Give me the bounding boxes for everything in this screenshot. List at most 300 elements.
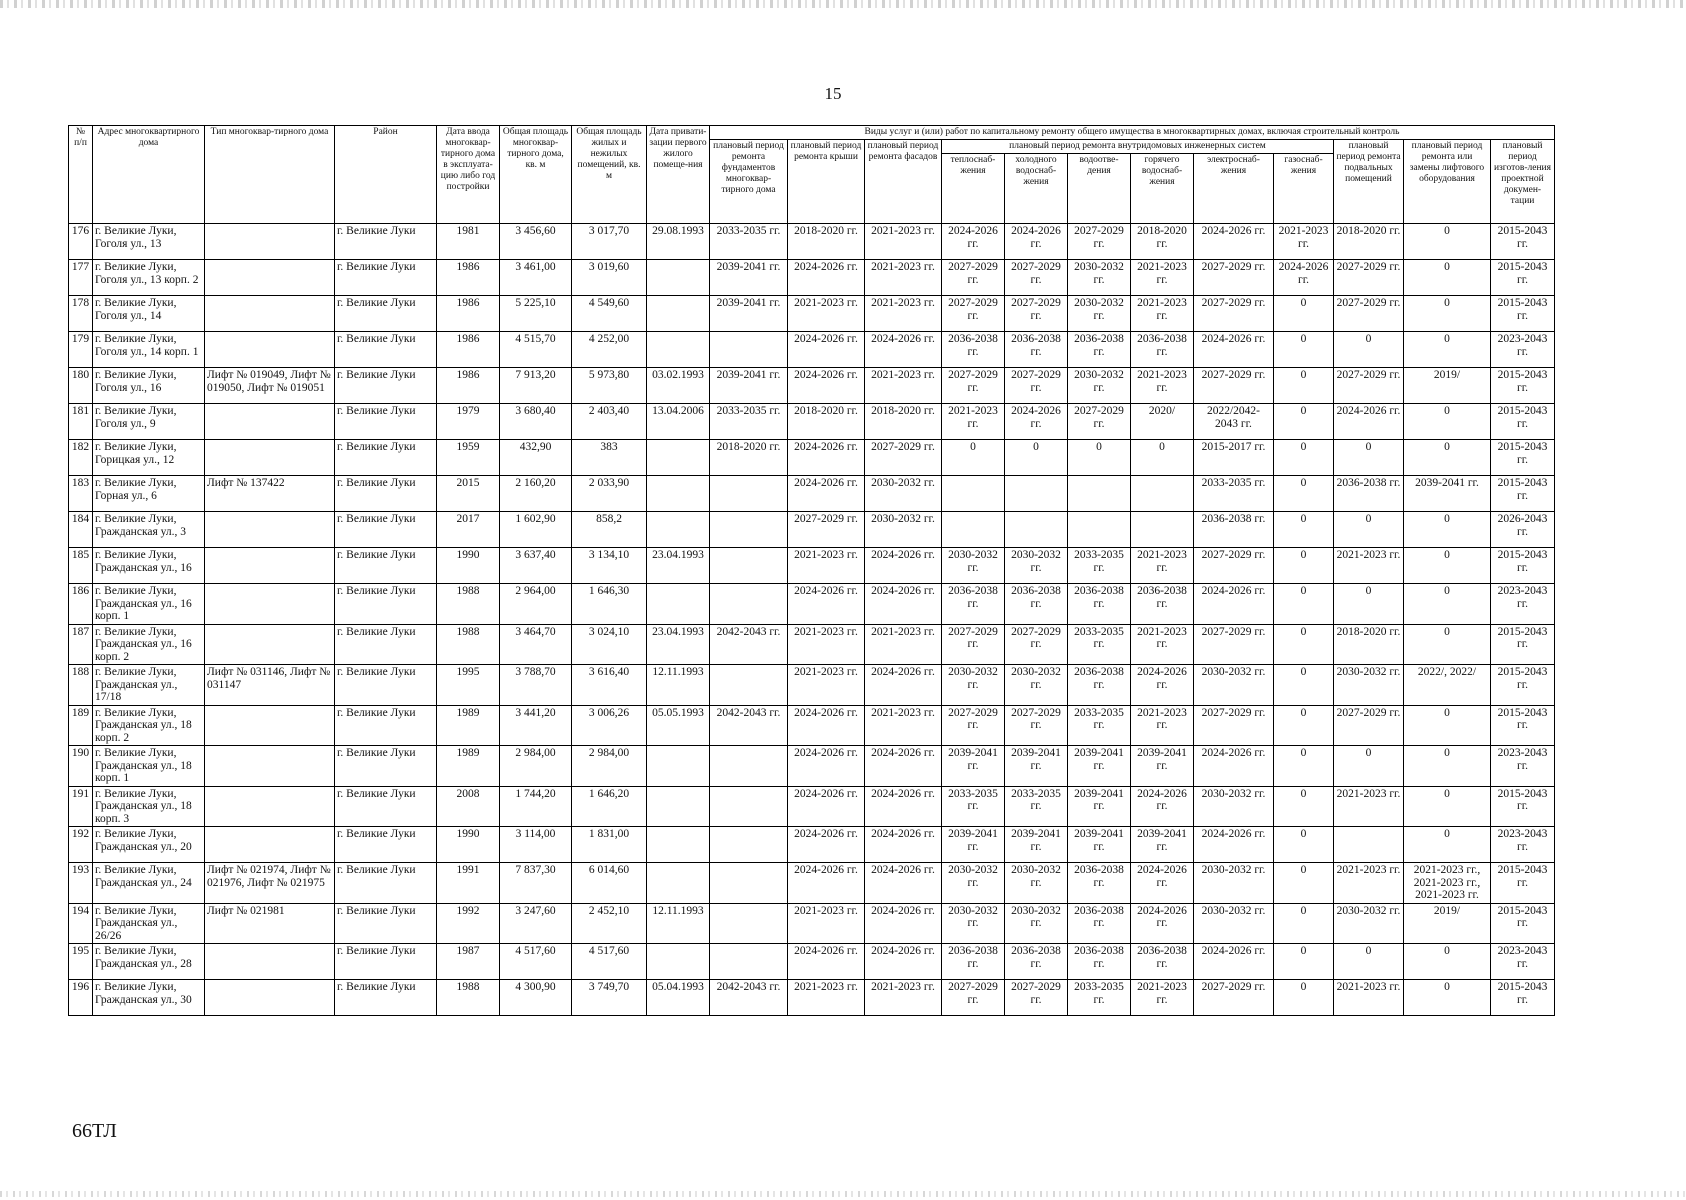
heating-period-cell: 2039-2041 гг.	[942, 827, 1005, 863]
living-area-cell: 2 984,00	[572, 746, 647, 787]
district-cell: г. Великие Луки	[335, 746, 437, 787]
basement-period-cell: 2018-2020 гг.	[1334, 224, 1404, 260]
elevator-period-cell: 0	[1404, 224, 1491, 260]
electricity-period-cell: 2024-2026 гг.	[1194, 224, 1274, 260]
privatization-date-cell	[647, 296, 710, 332]
row-number: 179	[69, 332, 93, 368]
table-row	[69, 705, 1555, 746]
basement-period-cell: 2018-2020 гг.	[1334, 624, 1404, 665]
address-cell: г. Великие Луки, Гоголя ул., 13	[93, 224, 205, 260]
house-type-cell	[205, 786, 335, 827]
house-type-cell: Лифт № 021981	[205, 903, 335, 944]
address-cell: г. Великие Луки, Гражданская ул., 18 корп. 3	[93, 786, 205, 827]
header-district: Район	[335, 126, 437, 224]
year-cell: 1988	[437, 980, 500, 1016]
hot-water-period-cell: 2024-2026 гг.	[1131, 903, 1194, 944]
house-type-cell	[205, 746, 335, 787]
row-number: 178	[69, 296, 93, 332]
basement-period-cell: 2036-2038 гг.	[1334, 476, 1404, 512]
row-number: 194	[69, 903, 93, 944]
roof-period-cell: 2024-2026 гг.	[788, 746, 865, 787]
living-area-cell: 3 616,40	[572, 665, 647, 706]
house-type-cell	[205, 260, 335, 296]
privatization-date-cell	[647, 440, 710, 476]
living-area-cell: 383	[572, 440, 647, 476]
header-num: № п/п	[69, 126, 93, 224]
cold-water-period-cell: 2027-2029 гг.	[1005, 624, 1068, 665]
hot-water-period-cell: 2021-2023 гг.	[1131, 368, 1194, 404]
electricity-period-cell: 2027-2029 гг.	[1194, 368, 1274, 404]
facade-period-cell: 2024-2026 гг.	[865, 746, 942, 787]
electricity-period-cell: 2030-2032 гг.	[1194, 786, 1274, 827]
design-docs-period-cell: 2015-2043 гг.	[1491, 548, 1555, 584]
elevator-period-cell: 0	[1404, 404, 1491, 440]
year-cell: 1991	[437, 863, 500, 904]
total-area-cell: 2 160,20	[500, 476, 572, 512]
facade-period-cell: 2021-2023 гг.	[865, 368, 942, 404]
facade-period-cell: 2021-2023 гг.	[865, 705, 942, 746]
total-area-cell: 3 456,60	[500, 224, 572, 260]
house-type-cell	[205, 512, 335, 548]
heating-period-cell: 2030-2032 гг.	[942, 903, 1005, 944]
table-row	[69, 624, 1555, 665]
house-type-cell	[205, 584, 335, 625]
privatization-date-cell	[647, 863, 710, 904]
privatization-date-cell: 03.02.1993	[647, 368, 710, 404]
design-docs-period-cell: 2015-2043 гг.	[1491, 224, 1555, 260]
total-area-cell: 3 464,70	[500, 624, 572, 665]
design-docs-period-cell: 2023-2043 гг.	[1491, 944, 1555, 980]
address-cell: г. Великие Луки, Горная ул., 6	[93, 476, 205, 512]
cold-water-period-cell: 2027-2029 гг.	[1005, 368, 1068, 404]
gas-period-cell: 0	[1274, 368, 1334, 404]
heating-period-cell: 2030-2032 гг.	[942, 863, 1005, 904]
design-docs-period-cell: 2015-2043 гг.	[1491, 903, 1555, 944]
living-area-cell: 858,2	[572, 512, 647, 548]
year-cell: 1986	[437, 368, 500, 404]
basement-period-cell: 2030-2032 гг.	[1334, 665, 1404, 706]
district-cell: г. Великие Луки	[335, 665, 437, 706]
foundation-period-cell: 2033-2035 гг.	[710, 404, 788, 440]
gas-period-cell: 0	[1274, 944, 1334, 980]
elevator-period-cell: 2039-2041 гг.	[1404, 476, 1491, 512]
header-address: Адрес многоквартирного дома	[93, 126, 205, 224]
row-number: 182	[69, 440, 93, 476]
elevator-period-cell: 0	[1404, 584, 1491, 625]
hot-water-period-cell: 2021-2023 гг.	[1131, 705, 1194, 746]
year-cell: 1986	[437, 260, 500, 296]
privatization-date-cell: 13.04.2006	[647, 404, 710, 440]
basement-period-cell: 2021-2023 гг.	[1334, 980, 1404, 1016]
address-cell: г. Великие Луки, Гражданская ул., 24	[93, 863, 205, 904]
address-cell: г. Великие Луки, Гоголя ул., 14	[93, 296, 205, 332]
district-cell: г. Великие Луки	[335, 705, 437, 746]
year-cell: 1989	[437, 746, 500, 787]
facade-period-cell: 2024-2026 гг.	[865, 665, 942, 706]
basement-period-cell: 2021-2023 гг.	[1334, 786, 1404, 827]
table-row	[69, 827, 1555, 863]
sewerage-period-cell: 2036-2038 гг.	[1068, 584, 1131, 625]
roof-period-cell: 2024-2026 гг.	[788, 440, 865, 476]
page-number: 15	[824, 84, 842, 103]
roof-period-cell: 2024-2026 гг.	[788, 260, 865, 296]
year-cell: 1987	[437, 944, 500, 980]
facade-period-cell: 2024-2026 гг.	[865, 827, 942, 863]
design-docs-period-cell: 2015-2043 гг.	[1491, 368, 1555, 404]
gas-period-cell: 0	[1274, 476, 1334, 512]
heating-period-cell: 2030-2032 гг.	[942, 548, 1005, 584]
privatization-date-cell	[647, 584, 710, 625]
gas-period-cell: 0	[1274, 332, 1334, 368]
living-area-cell: 4 252,00	[572, 332, 647, 368]
heating-period-cell: 2027-2029 гг.	[942, 980, 1005, 1016]
table-row	[69, 746, 1555, 787]
facade-period-cell: 2021-2023 гг.	[865, 224, 942, 260]
gas-period-cell: 0	[1274, 980, 1334, 1016]
living-area-cell: 3 017,70	[572, 224, 647, 260]
table-row	[69, 863, 1555, 904]
design-docs-period-cell: 2015-2043 гг.	[1491, 705, 1555, 746]
hot-water-period-cell: 2036-2038 гг.	[1131, 584, 1194, 625]
basement-period-cell: 2030-2032 гг.	[1334, 903, 1404, 944]
living-area-cell: 4 549,60	[572, 296, 647, 332]
living-area-cell: 5 973,80	[572, 368, 647, 404]
foundation-period-cell	[710, 746, 788, 787]
heating-period-cell: 2036-2038 гг.	[942, 584, 1005, 625]
basement-period-cell: 2027-2029 гг.	[1334, 260, 1404, 296]
gas-period-cell: 0	[1274, 440, 1334, 476]
sewerage-period-cell: 2036-2038 гг.	[1068, 903, 1131, 944]
heating-period-cell: 2027-2029 гг.	[942, 368, 1005, 404]
year-cell: 2017	[437, 512, 500, 548]
privatization-date-cell: 23.04.1993	[647, 548, 710, 584]
hot-water-period-cell: 2021-2023 гг.	[1131, 624, 1194, 665]
design-docs-period-cell: 2015-2043 гг.	[1491, 665, 1555, 706]
table-row	[69, 980, 1555, 1016]
row-number: 188	[69, 665, 93, 706]
privatization-date-cell: 23.04.1993	[647, 624, 710, 665]
table-row	[69, 368, 1555, 404]
elevator-period-cell: 0	[1404, 827, 1491, 863]
privatization-date-cell	[647, 512, 710, 548]
district-cell: г. Великие Луки	[335, 624, 437, 665]
house-type-cell: Лифт № 019049, Лифт № 019050, Лифт № 019051	[205, 368, 335, 404]
house-type-cell	[205, 548, 335, 584]
header-living-area: Общая площадь жилых и нежилых помещений, кв. м	[572, 126, 647, 224]
cold-water-period-cell: 2033-2035 гг.	[1005, 786, 1068, 827]
privatization-date-cell	[647, 944, 710, 980]
privatization-date-cell	[647, 786, 710, 827]
sewerage-period-cell: 2036-2038 гг.	[1068, 665, 1131, 706]
year-cell: 1989	[437, 705, 500, 746]
living-area-cell: 4 517,60	[572, 944, 647, 980]
table-row	[69, 332, 1555, 368]
total-area-cell: 3 637,40	[500, 548, 572, 584]
row-number: 196	[69, 980, 93, 1016]
gas-period-cell: 0	[1274, 296, 1334, 332]
facade-period-cell: 2024-2026 гг.	[865, 786, 942, 827]
district-cell: г. Великие Луки	[335, 903, 437, 944]
district-cell: г. Великие Луки	[335, 548, 437, 584]
row-number: 189	[69, 705, 93, 746]
header-hot-water: горячего водоснаб-жения	[1131, 154, 1194, 224]
cold-water-period-cell: 2030-2032 гг.	[1005, 903, 1068, 944]
elevator-period-cell: 2019/	[1404, 368, 1491, 404]
year-cell: 2015	[437, 476, 500, 512]
address-cell: г. Великие Луки, Гражданская ул., 30	[93, 980, 205, 1016]
elevator-period-cell: 0	[1404, 548, 1491, 584]
cold-water-period-cell: 2039-2041 гг.	[1005, 746, 1068, 787]
header-design-docs: плановый период изготов-ления проектной докумен-тации	[1491, 140, 1555, 224]
heating-period-cell	[942, 512, 1005, 548]
living-area-cell: 2 452,10	[572, 903, 647, 944]
address-cell: г. Великие Луки, Гоголя ул., 16	[93, 368, 205, 404]
roof-period-cell: 2021-2023 гг.	[788, 548, 865, 584]
row-number: 184	[69, 512, 93, 548]
year-cell: 1981	[437, 224, 500, 260]
heating-period-cell: 2024-2026 гг.	[942, 224, 1005, 260]
design-docs-period-cell: 2023-2043 гг.	[1491, 332, 1555, 368]
house-type-cell	[205, 404, 335, 440]
basement-period-cell: 0	[1334, 440, 1404, 476]
total-area-cell: 7 837,30	[500, 863, 572, 904]
row-number: 190	[69, 746, 93, 787]
electricity-period-cell: 2027-2029 гг.	[1194, 548, 1274, 584]
year-cell: 1986	[437, 296, 500, 332]
sewerage-period-cell: 2036-2038 гг.	[1068, 863, 1131, 904]
electricity-period-cell: 2027-2029 гг.	[1194, 260, 1274, 296]
living-area-cell: 1 646,20	[572, 786, 647, 827]
address-cell: г. Великие Луки, Гражданская ул., 16 корп. 1	[93, 584, 205, 625]
hot-water-period-cell: 2039-2041 гг.	[1131, 746, 1194, 787]
district-cell: г. Великие Луки	[335, 944, 437, 980]
roof-period-cell: 2024-2026 гг.	[788, 944, 865, 980]
house-type-cell: Лифт № 031146, Лифт № 031147	[205, 665, 335, 706]
elevator-period-cell: 0	[1404, 260, 1491, 296]
district-cell: г. Великие Луки	[335, 332, 437, 368]
district-cell: г. Великие Луки	[335, 260, 437, 296]
elevator-period-cell: 0	[1404, 786, 1491, 827]
facade-period-cell: 2024-2026 гг.	[865, 584, 942, 625]
hot-water-period-cell: 2021-2023 гг.	[1131, 548, 1194, 584]
hot-water-period-cell: 2036-2038 гг.	[1131, 332, 1194, 368]
district-cell: г. Великие Луки	[335, 512, 437, 548]
cold-water-period-cell	[1005, 476, 1068, 512]
roof-period-cell: 2021-2023 гг.	[788, 665, 865, 706]
sewerage-period-cell: 2036-2038 гг.	[1068, 332, 1131, 368]
hot-water-period-cell	[1131, 512, 1194, 548]
privatization-date-cell: 12.11.1993	[647, 665, 710, 706]
privatization-date-cell	[647, 827, 710, 863]
basement-period-cell	[1334, 827, 1404, 863]
basement-period-cell: 0	[1334, 746, 1404, 787]
heating-period-cell: 2027-2029 гг.	[942, 260, 1005, 296]
roof-period-cell: 2024-2026 гг.	[788, 705, 865, 746]
year-cell: 1959	[437, 440, 500, 476]
district-cell: г. Великие Луки	[335, 368, 437, 404]
house-type-cell	[205, 827, 335, 863]
scan-edge-bottom	[0, 1191, 1686, 1197]
design-docs-period-cell: 2015-2043 гг.	[1491, 440, 1555, 476]
year-cell: 1988	[437, 584, 500, 625]
elevator-period-cell: 0	[1404, 980, 1491, 1016]
total-area-cell: 432,90	[500, 440, 572, 476]
gas-period-cell: 0	[1274, 512, 1334, 548]
house-type-cell	[205, 224, 335, 260]
capital-repair-table	[68, 125, 1555, 1016]
gas-period-cell: 0	[1274, 584, 1334, 625]
facade-period-cell: 2024-2026 гг.	[865, 548, 942, 584]
header-foundation: плановый период ремонта фундаментов многоквар-тирного дома	[710, 140, 788, 224]
roof-period-cell: 2021-2023 гг.	[788, 296, 865, 332]
facade-period-cell: 2024-2026 гг.	[865, 903, 942, 944]
foundation-period-cell	[710, 827, 788, 863]
cold-water-period-cell: 0	[1005, 440, 1068, 476]
basement-period-cell: 2027-2029 гг.	[1334, 705, 1404, 746]
district-cell: г. Великие Луки	[335, 404, 437, 440]
table-row	[69, 903, 1555, 944]
foundation-period-cell	[710, 548, 788, 584]
gas-period-cell: 0	[1274, 786, 1334, 827]
elevator-period-cell: 0	[1404, 512, 1491, 548]
living-area-cell: 3 019,60	[572, 260, 647, 296]
district-cell: г. Великие Луки	[335, 863, 437, 904]
electricity-period-cell: 2030-2032 гг.	[1194, 665, 1274, 706]
sewerage-period-cell: 2033-2035 гг.	[1068, 980, 1131, 1016]
sewerage-period-cell: 2027-2029 гг.	[1068, 404, 1131, 440]
basement-period-cell: 2021-2023 гг.	[1334, 548, 1404, 584]
hot-water-period-cell: 2020/	[1131, 404, 1194, 440]
row-number: 176	[69, 224, 93, 260]
elevator-period-cell: 2019/	[1404, 903, 1491, 944]
sewerage-period-cell: 0	[1068, 440, 1131, 476]
district-cell: г. Великие Луки	[335, 827, 437, 863]
district-cell: г. Великие Луки	[335, 786, 437, 827]
hot-water-period-cell	[1131, 476, 1194, 512]
sewerage-period-cell: 2030-2032 гг.	[1068, 368, 1131, 404]
roof-period-cell: 2021-2023 гг.	[788, 624, 865, 665]
elevator-period-cell: 0	[1404, 332, 1491, 368]
cold-water-period-cell: 2030-2032 гг.	[1005, 548, 1068, 584]
year-cell: 1986	[437, 332, 500, 368]
foundation-period-cell: 2042-2043 гг.	[710, 980, 788, 1016]
hot-water-period-cell: 2018-2020 гг.	[1131, 224, 1194, 260]
living-area-cell: 3 024,10	[572, 624, 647, 665]
house-type-cell	[205, 296, 335, 332]
header-basement: плановый период ремонта подвальных помещений	[1334, 140, 1404, 224]
foundation-period-cell	[710, 332, 788, 368]
hot-water-period-cell: 0	[1131, 440, 1194, 476]
total-area-cell: 4 515,70	[500, 332, 572, 368]
heating-period-cell	[942, 476, 1005, 512]
foundation-period-cell	[710, 863, 788, 904]
table-row	[69, 548, 1555, 584]
facade-period-cell: 2021-2023 гг.	[865, 624, 942, 665]
roof-period-cell: 2018-2020 гг.	[788, 224, 865, 260]
sewerage-period-cell: 2027-2029 гг.	[1068, 224, 1131, 260]
header-electricity: электроснаб-жения	[1194, 154, 1274, 224]
house-type-cell: Лифт № 137422	[205, 476, 335, 512]
cold-water-period-cell: 2030-2032 гг.	[1005, 665, 1068, 706]
heating-period-cell: 0	[942, 440, 1005, 476]
sewerage-period-cell	[1068, 512, 1131, 548]
privatization-date-cell: 12.11.1993	[647, 903, 710, 944]
house-type-cell	[205, 944, 335, 980]
district-cell: г. Великие Луки	[335, 584, 437, 625]
living-area-cell: 2 033,90	[572, 476, 647, 512]
design-docs-period-cell: 2015-2043 гг.	[1491, 404, 1555, 440]
cold-water-period-cell: 2027-2029 гг.	[1005, 296, 1068, 332]
electricity-period-cell: 2027-2029 гг.	[1194, 980, 1274, 1016]
cold-water-period-cell: 2039-2041 гг.	[1005, 827, 1068, 863]
row-number: 183	[69, 476, 93, 512]
facade-period-cell: 2021-2023 гг.	[865, 260, 942, 296]
electricity-period-cell: 2030-2032 гг.	[1194, 903, 1274, 944]
house-type-cell: Лифт № 021974, Лифт № 021976, Лифт № 021975	[205, 863, 335, 904]
basement-period-cell: 0	[1334, 944, 1404, 980]
foundation-period-cell	[710, 665, 788, 706]
hot-water-period-cell: 2024-2026 гг.	[1131, 863, 1194, 904]
facade-period-cell: 2027-2029 гг.	[865, 440, 942, 476]
address-cell: г. Великие Луки, Гражданская ул., 28	[93, 944, 205, 980]
elevator-period-cell: 0	[1404, 746, 1491, 787]
district-cell: г. Великие Луки	[335, 296, 437, 332]
gas-period-cell: 0	[1274, 404, 1334, 440]
heating-period-cell: 2027-2029 гг.	[942, 624, 1005, 665]
privatization-date-cell: 05.05.1993	[647, 705, 710, 746]
facade-period-cell: 2021-2023 гг.	[865, 980, 942, 1016]
district-cell: г. Великие Луки	[335, 476, 437, 512]
gas-period-cell: 0	[1274, 665, 1334, 706]
header-commission-date: Дата ввода многоквар-тирного дома в эксплуата-цию либо год постройки	[437, 126, 500, 224]
roof-period-cell: 2024-2026 гг.	[788, 332, 865, 368]
elevator-period-cell: 0	[1404, 944, 1491, 980]
cold-water-period-cell: 2036-2038 гг.	[1005, 332, 1068, 368]
table-row	[69, 476, 1555, 512]
electricity-period-cell: 2024-2026 гг.	[1194, 332, 1274, 368]
privatization-date-cell: 29.08.1993	[647, 224, 710, 260]
design-docs-period-cell: 2026-2043 гг.	[1491, 512, 1555, 548]
heating-period-cell: 2027-2029 гг.	[942, 705, 1005, 746]
cold-water-period-cell: 2036-2038 гг.	[1005, 944, 1068, 980]
heating-period-cell: 2036-2038 гг.	[942, 332, 1005, 368]
design-docs-period-cell: 2015-2043 гг.	[1491, 786, 1555, 827]
electricity-period-cell: 2022/2042-2043 гг.	[1194, 404, 1274, 440]
year-cell: 1990	[437, 548, 500, 584]
roof-period-cell: 2021-2023 гг.	[788, 980, 865, 1016]
living-area-cell: 3 134,10	[572, 548, 647, 584]
row-number: 181	[69, 404, 93, 440]
sewerage-period-cell: 2039-2041 гг.	[1068, 827, 1131, 863]
sewerage-period-cell: 2039-2041 гг.	[1068, 786, 1131, 827]
total-area-cell: 3 680,40	[500, 404, 572, 440]
gas-period-cell: 0	[1274, 548, 1334, 584]
heating-period-cell: 2033-2035 гг.	[942, 786, 1005, 827]
privatization-date-cell	[647, 260, 710, 296]
electricity-period-cell: 2036-2038 гг.	[1194, 512, 1274, 548]
basement-period-cell: 2021-2023 гг.	[1334, 863, 1404, 904]
row-number: 177	[69, 260, 93, 296]
row-number: 186	[69, 584, 93, 625]
table-row	[69, 404, 1555, 440]
gas-period-cell: 0	[1274, 624, 1334, 665]
living-area-cell: 3 006,26	[572, 705, 647, 746]
header-house-type: Тип многоквар-тирного дома	[205, 126, 335, 224]
district-cell: г. Великие Луки	[335, 224, 437, 260]
gas-period-cell: 2021-2023 гг.	[1274, 224, 1334, 260]
total-area-cell: 1 602,90	[500, 512, 572, 548]
electricity-period-cell: 2030-2032 гг.	[1194, 863, 1274, 904]
